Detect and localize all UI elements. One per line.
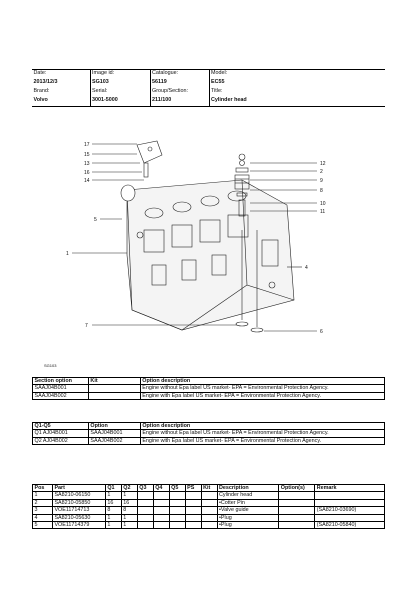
table-row: SAAJ04B002 Engine with Epa label US market- EPA = Environmental Protection Agency. [33,392,385,399]
header-description: Description [217,485,279,492]
brand-value: Volvo [32,97,90,107]
header-part: Part [52,485,105,492]
callout-5: 5 [94,217,97,223]
table-row: 3 VOE11714713 8 8 •Valve guide (SA8210-03690) [33,507,385,514]
callout-15: 15 [84,152,90,158]
callout-12: 12 [320,161,326,167]
header-q1: Q1 [105,485,121,492]
callout-4: 4 [305,265,308,271]
callout-6: 6 [320,329,323,335]
title-label: Title: [209,88,385,97]
cylinder-head-diagram [32,135,385,370]
header-q2: Q2 [121,485,137,492]
callout-16: 16 [84,170,90,176]
callout-17: 17 [84,142,90,148]
header-q1-q5: Q1-Q5 [33,423,89,430]
serial-value: 3001-5000 [90,97,150,107]
callout-2: 2 [320,169,323,175]
section-option-table [32,377,385,400]
header-option: Option [88,423,140,430]
brand-label: Brand: [33,88,50,94]
callout-10: 10 [320,201,326,207]
image-id-label: Image id: [90,70,150,80]
header-option-description: Option description [140,423,384,430]
header-option-description: Option description [140,378,384,385]
header-q3: Q3 [137,485,153,492]
header-pos: Pos [33,485,53,492]
callout-7: 7 [85,323,88,329]
q-option-table [32,422,385,445]
header-ps: PS [185,485,201,492]
header-remark: Remark [315,485,385,492]
title-value: Cylinder head [209,97,385,107]
date-value: 2013/12/3 [33,79,58,85]
diagram-code: SG103 [44,363,57,368]
header-kit: Kit [201,485,217,492]
group-label: Group/Section: [150,88,209,97]
table-row: Q1 AJ04B001 SAAJ04B001 Engine without Epa label US market- EPA = Environmental Protection Agency. [33,430,385,437]
table-row: 1 SA8210-06150 1 1 Cylinder head [33,492,385,499]
header-table [32,69,385,107]
header-section-option: Section option [33,378,89,385]
serial-label: Serial: [90,88,150,97]
table-row: 5 VOE11714379 1 1 •Plug (SA8210-05840) [33,522,385,529]
callout-11: 11 [320,209,326,215]
table-row: SAAJ04B001 Engine without Epa label US market- EPA = Environmental Protection Agency. [33,385,385,392]
table-row: 4 SA8210-05630 1 1 •Plug [33,514,385,521]
header-q5: Q5 [169,485,185,492]
header-kit: Kit [88,378,140,385]
catalogue-label: Catalogue: [150,70,209,80]
image-id-value: SG103 [90,79,150,88]
callout-13: 13 [84,161,90,167]
model-label: Model: [209,70,385,80]
callout-9: 9 [320,178,323,184]
parts-table [32,484,385,529]
table-row: Q2 AJ04B002 SAAJ04B002 Engine with Epa label US market- EPA = Environmental Protection Agency. [33,437,385,444]
table-row: 2 SA8210-05850 16 16 •Cotter Pin [33,499,385,506]
date-label: Date: [32,70,90,80]
catalogue-value: 56119 [150,79,209,88]
group-value: 211/100 [150,97,209,107]
callout-14: 14 [84,178,90,184]
model-value: EC55 [209,79,385,88]
header-options: Option(s) [279,485,315,492]
callout-1: 1 [66,251,69,257]
callout-8: 8 [320,188,323,194]
header-q4: Q4 [153,485,169,492]
